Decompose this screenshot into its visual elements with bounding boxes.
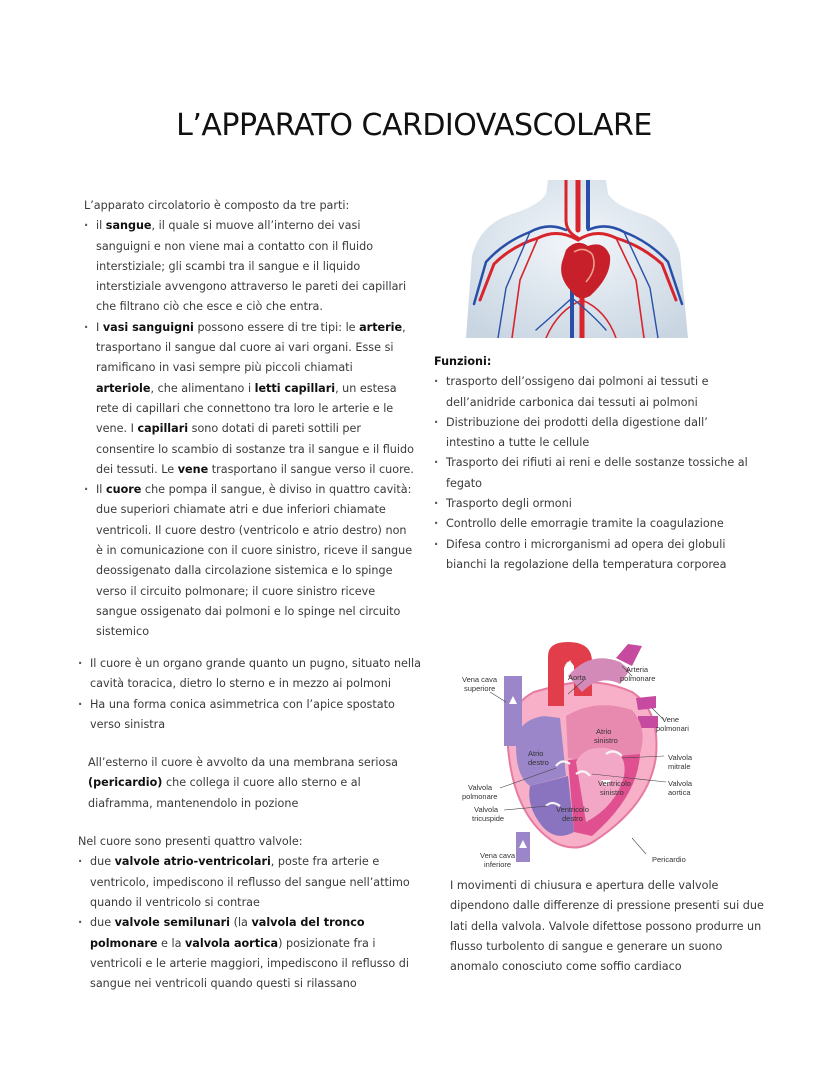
svg-text:destro: destro xyxy=(528,758,549,767)
list-item: · Il cuore è un organo grande quanto un pugno, situato nella cavità toracica, dietro lo sterno e in mezzo ai polmoni xyxy=(78,654,424,695)
svg-text:aortica: aortica xyxy=(668,788,691,797)
heart-list xyxy=(78,654,424,735)
list-item: · due valvole semilunari (la valvola del tronco polmonare e la valvola aortica) posizionate fra i ventricoli e le arterie maggiori, impediscono il reflusso di sangue nei ventricoli quando questi si rilassano xyxy=(78,913,424,994)
label-arteria-polmonare: Arteria xyxy=(626,665,649,674)
circulatory-system-image xyxy=(466,180,688,338)
label-vene-polmonari: Vene xyxy=(662,715,680,724)
intro-section xyxy=(84,196,414,643)
svg-text:superiore: superiore xyxy=(464,684,496,693)
label-atrio-destro: Atrio xyxy=(528,749,544,758)
svg-text:polmonari: polmonari xyxy=(656,724,689,733)
svg-text:destro: destro xyxy=(562,814,583,823)
list-item: · Distribuzione dei prodotti della digestione dall’ intestino a tutte le cellule xyxy=(434,413,756,454)
heart-section xyxy=(78,654,424,994)
page-title: L’APPARATO CARDIOVASCOLARE xyxy=(176,108,652,143)
funzioni-heading: Funzioni: xyxy=(434,355,492,368)
svg-text:mitrale: mitrale xyxy=(668,762,691,771)
list-item: · Controllo delle emorragie tramite la coagulazione xyxy=(434,514,756,534)
list-item: · Difesa contro i microrganismi ad opera dei globuli bianchi la regolazione della temperatura corporea xyxy=(434,535,756,576)
label-ventricolo-destro: Ventricolo xyxy=(556,805,589,814)
label-ventricolo-sinistro: Ventricolo xyxy=(598,779,631,788)
svg-text:inferiore: inferiore xyxy=(484,860,512,868)
valvole-lead: Nel cuore sono presenti quattro valvole: xyxy=(78,835,303,849)
label-valvola-polmonare: Valvola xyxy=(468,783,493,792)
list-item: · I vasi sanguigni possono essere di tre tipi: le arterie, trasportano il sangue dal cuore ai vari organi. Esse si ramificano in vasi sempre più piccoli chiamati arteriole, che alimentano i letti capillari, un estesa rete di capillari che connettono tra loro le arterie e le vene. I capillari sono dotati di pareti sottili per consentire lo scambio di sostanze tra il sangue e il fluido dei tessuti. Le vene trasportano il sangue verso il cuore. xyxy=(84,318,414,480)
list-item: · due valvole atrio-ventricolari, poste fra arterie e ventricolo, impediscono il reflusso del sangue nell’attimo quando il ventricolo si contrae xyxy=(78,852,424,913)
list-item: · Trasporto dei rifiuti ai reni e delle sostanze tossiche al fegato xyxy=(434,453,756,494)
pericardio-paragraph: All’esterno il cuore è avvolto da una membrana seriosa (pericardio) che collega il cuore allo sterno e al diaframma, mantenendolo in pozione xyxy=(88,756,399,810)
list-item: · Il cuore che pompa il sangue, è diviso in quattro cavità: due superiori chiamate atri e due inferiori chiamate ventricoli. Il cuore destro (ventricolo e atrio destro) non è in comunicazione con il cuore sinistro, riceve il sangue deossigenato dalla circolazione sistemica e lo spinge verso il circuito polmonare; il cuore sinistro riceve sangue ossigenato dai polmoni e lo spinge nel circuito sistemico xyxy=(84,480,414,642)
label-valvola-mitrale: Valvola xyxy=(668,753,693,762)
svg-text:polmonare: polmonare xyxy=(462,792,498,801)
list-item: · il sangue, il quale si muove all’interno dei vasi sanguigni e non viene mai a contatto con il fluido interstiziale; gli scambi tra il sangue e il liquido interstiziale avvengono attraverso le pareti dei capillari che filtrano ciò che esce e ciò che entra. xyxy=(84,216,414,317)
list-item: · trasporto dell’ossigeno dai polmoni ai tessuti e dell’anidride carbonica dai tessuti ai polmoni xyxy=(434,372,756,413)
label-valvola-aortica: Valvola xyxy=(668,779,693,788)
svg-text:sinistro: sinistro xyxy=(600,788,624,797)
heart-diagram xyxy=(456,636,716,868)
svg-text:tricuspide: tricuspide xyxy=(472,814,505,823)
svg-text:sinistro: sinistro xyxy=(594,736,618,745)
intro-lead: L’apparato circolatorio è composto da tre parti: xyxy=(84,199,350,212)
label-valvola-tricuspide: Valvola xyxy=(474,805,499,814)
funzioni-section xyxy=(434,352,756,575)
list-item: · Ha una forma conica asimmetrica con l’apice spostato verso sinistra xyxy=(78,695,424,736)
intro-list xyxy=(84,216,414,642)
list-item: · Trasporto degli ormoni xyxy=(434,494,756,514)
valvole-list xyxy=(78,852,424,994)
label-aorta: Aorta xyxy=(568,673,586,682)
label-vena-cava-inferiore: Vena cava xyxy=(480,851,516,860)
valve-note: I movimenti di chiusura e apertura delle valvole dipendono dalle differenze di pressione presenti sui due lati della valvola. Valvole difettose possono produrre un flusso turbolento di sangue e generare un suono anomalo conosciuto come soffio cardiaco xyxy=(450,879,764,974)
label-pericardio: Pericardio xyxy=(652,855,686,864)
label-vena-cava-superiore: Vena cava xyxy=(462,675,498,684)
label-atrio-sinistro: Atrio xyxy=(596,727,612,736)
svg-text:polmonare: polmonare xyxy=(620,674,656,683)
funzioni-list xyxy=(434,372,756,575)
